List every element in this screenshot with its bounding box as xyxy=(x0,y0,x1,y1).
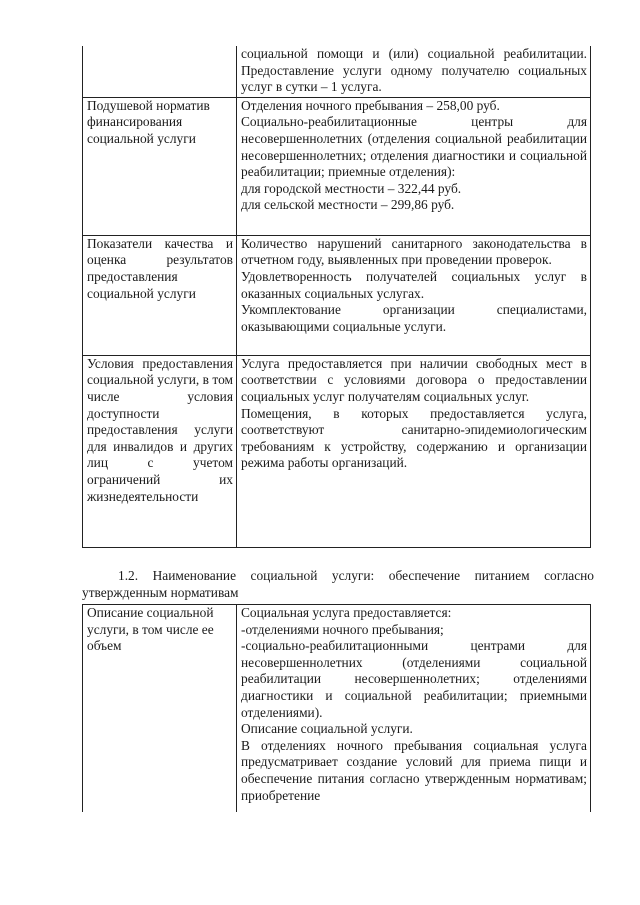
row-label: Подушевой норматив финансирования социальной услуги xyxy=(83,97,237,235)
table-row xyxy=(83,46,591,97)
service-description-table xyxy=(82,604,591,812)
content-line: Описание социальной услуги. xyxy=(241,721,413,737)
content-line: Помещения, в которых предоставляется услуга, соответствуют санитарно-эпидемиологическим требованиям к устройству, содержанию и организации режима работы организаций. xyxy=(241,405,587,471)
row-content xyxy=(237,235,591,355)
content-line: В отделениях ночного пребывания социальная услуга предусматривает создание условий для приема пищи и обеспечение питания согласно утвержденным нормативам; приобретение xyxy=(241,737,587,803)
table-row xyxy=(83,605,591,813)
row-label: Показатели качества и оценка результатов предоставления социальной услуги xyxy=(83,235,237,355)
content-line: Социально-реабилитационные центры для несовершеннолетних (отделения социальной реабилитации несовершеннолетних; отделения диагностики и социальной реабилитации; приемные отделения): xyxy=(241,114,587,180)
content-line: для сельской местности – 299,86 руб. xyxy=(241,197,455,213)
row-content xyxy=(237,605,591,813)
row-label: Описание социальной услуги, в том числе ее объем xyxy=(83,605,237,813)
section-title: 1.2. Наименование социальной услуги: обеспечение питанием согласно утвержденным нормативам xyxy=(82,568,594,600)
row-content: социальной помощи и (или) социальной реабилитации. Предоставление услуги одному получателю социальных услуг в сутки – 1 услуга. xyxy=(237,46,591,97)
content-line: -социально-реабилитационными центрами для несовершеннолетних (отделениями социальной реабилитации несовершеннолетних; отделениями диагностики и социальной реабилитации; приемными отделениями). xyxy=(241,638,587,720)
table-row xyxy=(83,97,591,235)
row-content xyxy=(237,97,591,235)
content-line: Социальная услуга предоставляется: xyxy=(241,605,452,620)
row-label xyxy=(83,46,237,97)
content-line: -отделениями ночного пребывания; xyxy=(241,621,444,637)
table-row xyxy=(83,355,591,547)
content-line: Количество нарушений санитарного законодательства в отчетном году, выявленных при проведении проверок. xyxy=(241,235,587,268)
row-label: Условия предоставления социальной услуги, в том числе условия доступности предоставления услуги для инвалидов и других лиц с учетом ограничений их жизнедеятельности xyxy=(83,355,237,547)
row-content xyxy=(237,355,591,547)
content-line: Услуга предоставляется при наличии свободных мест в соответствии с условиями договора о предоставлении социальных услуг получателям социальных услуг. xyxy=(241,355,587,404)
content-line: Отделения ночного пребывания – 258,00 руб. xyxy=(241,97,500,113)
services-table xyxy=(82,46,591,548)
content-line: Укомплектование организации специалистами, оказывающими социальные услуги. xyxy=(241,302,587,334)
content-line: Удовлетворенность получателей социальных услуг в оказанных социальных услугах. xyxy=(241,268,587,301)
section-heading xyxy=(82,568,594,601)
content-line: для городской местности – 322,44 руб. xyxy=(241,180,462,196)
table-row xyxy=(83,235,591,355)
